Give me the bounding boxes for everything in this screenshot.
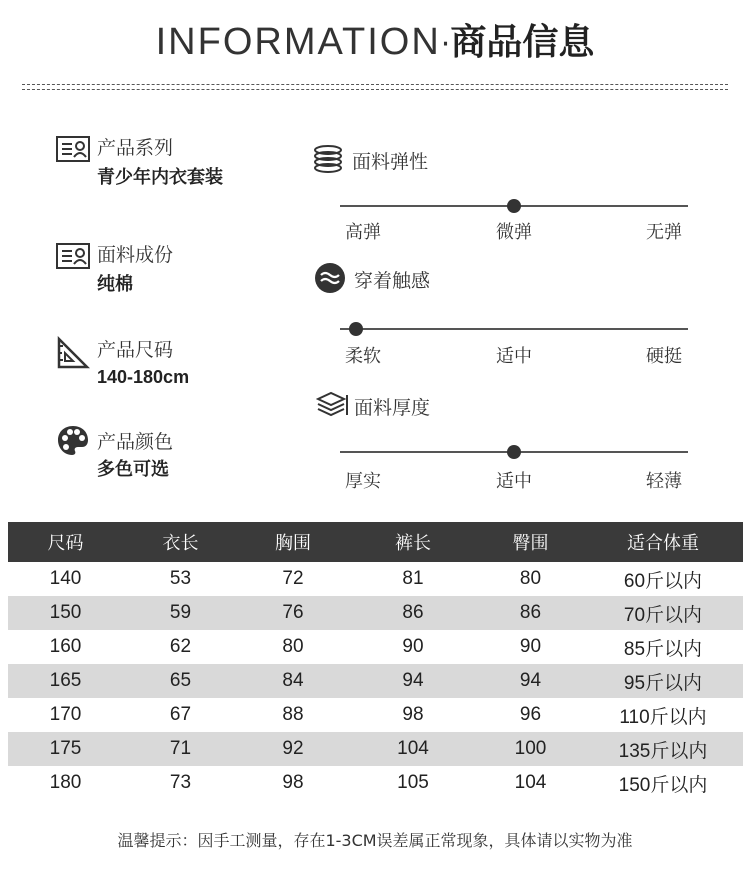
- table-cell: 90: [519, 636, 542, 657]
- table-cell: 59: [169, 602, 192, 623]
- table-cell: 80: [282, 636, 304, 657]
- id-card-icon: [55, 240, 91, 272]
- table-row: [8, 698, 743, 732]
- slider-elasticity-knob: [507, 199, 521, 213]
- info-size-value: 140-180cm: [97, 367, 190, 387]
- palette-icon: [55, 425, 91, 457]
- slider-thickness-knob: [507, 445, 521, 459]
- table-cell: 98: [402, 704, 424, 725]
- title-divider: [22, 84, 728, 90]
- measurement-note: 温馨提示：因手工测量，存在1-3CM误差属正常现象，具体请以实物为准: [117, 831, 633, 850]
- table-cell: 104: [397, 738, 429, 759]
- table-cell: 110斤以内: [619, 706, 707, 728]
- slider-thickness-mark-high: 轻薄: [646, 471, 682, 492]
- table-row: [8, 630, 743, 664]
- info-fabric-label: 面料成份: [97, 244, 174, 266]
- title-separator: ·: [440, 27, 451, 62]
- table-cell: 150斤以内: [618, 774, 708, 796]
- table-cell: 95斤以内: [623, 672, 703, 694]
- table-cell: 72: [282, 568, 304, 589]
- slider-thickness-mark-low: 厚实: [345, 471, 381, 492]
- table-cell: 175: [49, 738, 82, 759]
- table-cell: 104: [514, 772, 547, 793]
- info-color-label: 产品颜色: [97, 431, 174, 453]
- info-size-label: 产品尺码: [97, 339, 174, 361]
- table-cell: 67: [169, 704, 192, 725]
- table-cell: 94: [519, 670, 542, 691]
- table-header-cell: 臀围: [512, 533, 549, 554]
- title-chinese: 商品信息: [450, 22, 595, 63]
- table-header-cell: 裤长: [395, 533, 431, 554]
- table-cell: 150: [49, 602, 82, 623]
- ruler-triangle-icon: [55, 337, 91, 369]
- table-cell: 84: [282, 670, 304, 691]
- table-row: [8, 766, 743, 800]
- table-cell: 85斤以内: [623, 638, 703, 660]
- table-cell: 76: [282, 602, 304, 623]
- table-cell: 165: [49, 670, 82, 691]
- slider-touch-mark-high: 硬挺: [646, 346, 682, 367]
- slider-elasticity-mark-low: 高弹: [345, 222, 381, 243]
- table-cell: 88: [282, 704, 304, 725]
- table-cell: 140: [49, 568, 82, 589]
- coil-stack-icon: [312, 143, 344, 179]
- table-cell: 81: [402, 568, 424, 589]
- table-header-cell: 衣长: [162, 533, 199, 554]
- table-body: [8, 562, 743, 800]
- table-cell: 71: [169, 738, 192, 759]
- slider-elasticity-mark-mid: 微弹: [496, 222, 532, 243]
- table-row: [8, 596, 743, 630]
- info-fabric-value: 纯棉: [97, 274, 133, 295]
- table-row: [8, 732, 743, 766]
- info-series-value: 青少年内衣套装: [97, 167, 223, 188]
- table-cell: 170: [49, 704, 82, 725]
- table-header-cell: 尺码: [47, 533, 84, 554]
- table-cell: 86: [402, 602, 424, 623]
- table-cell: 96: [519, 704, 542, 725]
- info-color-value: 多色可选: [97, 459, 169, 480]
- slider-thickness-title: 面料厚度: [354, 397, 431, 419]
- table-header-cell: 胸围: [275, 533, 311, 554]
- size-table: [8, 522, 743, 800]
- table-cell: 180: [49, 772, 82, 793]
- page-title: [0, 14, 750, 64]
- slider-thickness-mark-mid: 适中: [496, 471, 532, 492]
- slider-elasticity-title: 面料弹性: [352, 151, 429, 173]
- table-cell: 160: [49, 636, 82, 657]
- slider-touch-mark-mid: 适中: [496, 346, 532, 367]
- slider-elasticity-mark-high: 无弹: [646, 222, 682, 243]
- slider-touch-knob: [349, 322, 363, 336]
- table-cell: 60斤以内: [623, 570, 703, 592]
- slider-touch-title: 穿着触感: [354, 270, 431, 292]
- table-row: [8, 562, 743, 596]
- table-row: [8, 664, 743, 698]
- table-cell: 100: [514, 738, 547, 759]
- layers-icon: [316, 391, 350, 425]
- id-card-icon: [55, 133, 91, 165]
- table-cell: 80: [519, 568, 542, 589]
- table-cell: 92: [282, 738, 304, 759]
- wave-circle-icon: [314, 262, 346, 298]
- table-header-row: [8, 522, 743, 562]
- table-cell: 105: [397, 772, 429, 793]
- table-cell: 70斤以内: [623, 604, 703, 626]
- table-cell: 65: [169, 670, 192, 691]
- table-header-cell: 适合体重: [627, 533, 699, 554]
- title-english: INFORMATION: [155, 21, 441, 63]
- table-cell: 73: [169, 772, 192, 793]
- slider-touch-mark-low: 柔软: [345, 346, 381, 367]
- table-cell: 94: [402, 670, 424, 691]
- table-cell: 86: [519, 602, 542, 623]
- table-cell: 90: [402, 636, 424, 657]
- info-series-label: 产品系列: [97, 137, 174, 159]
- table-cell: 53: [169, 568, 192, 589]
- table-cell: 135斤以内: [618, 740, 708, 762]
- slider-touch-track: [340, 328, 688, 330]
- table-cell: 62: [169, 636, 192, 657]
- table-cell: 98: [282, 772, 304, 793]
